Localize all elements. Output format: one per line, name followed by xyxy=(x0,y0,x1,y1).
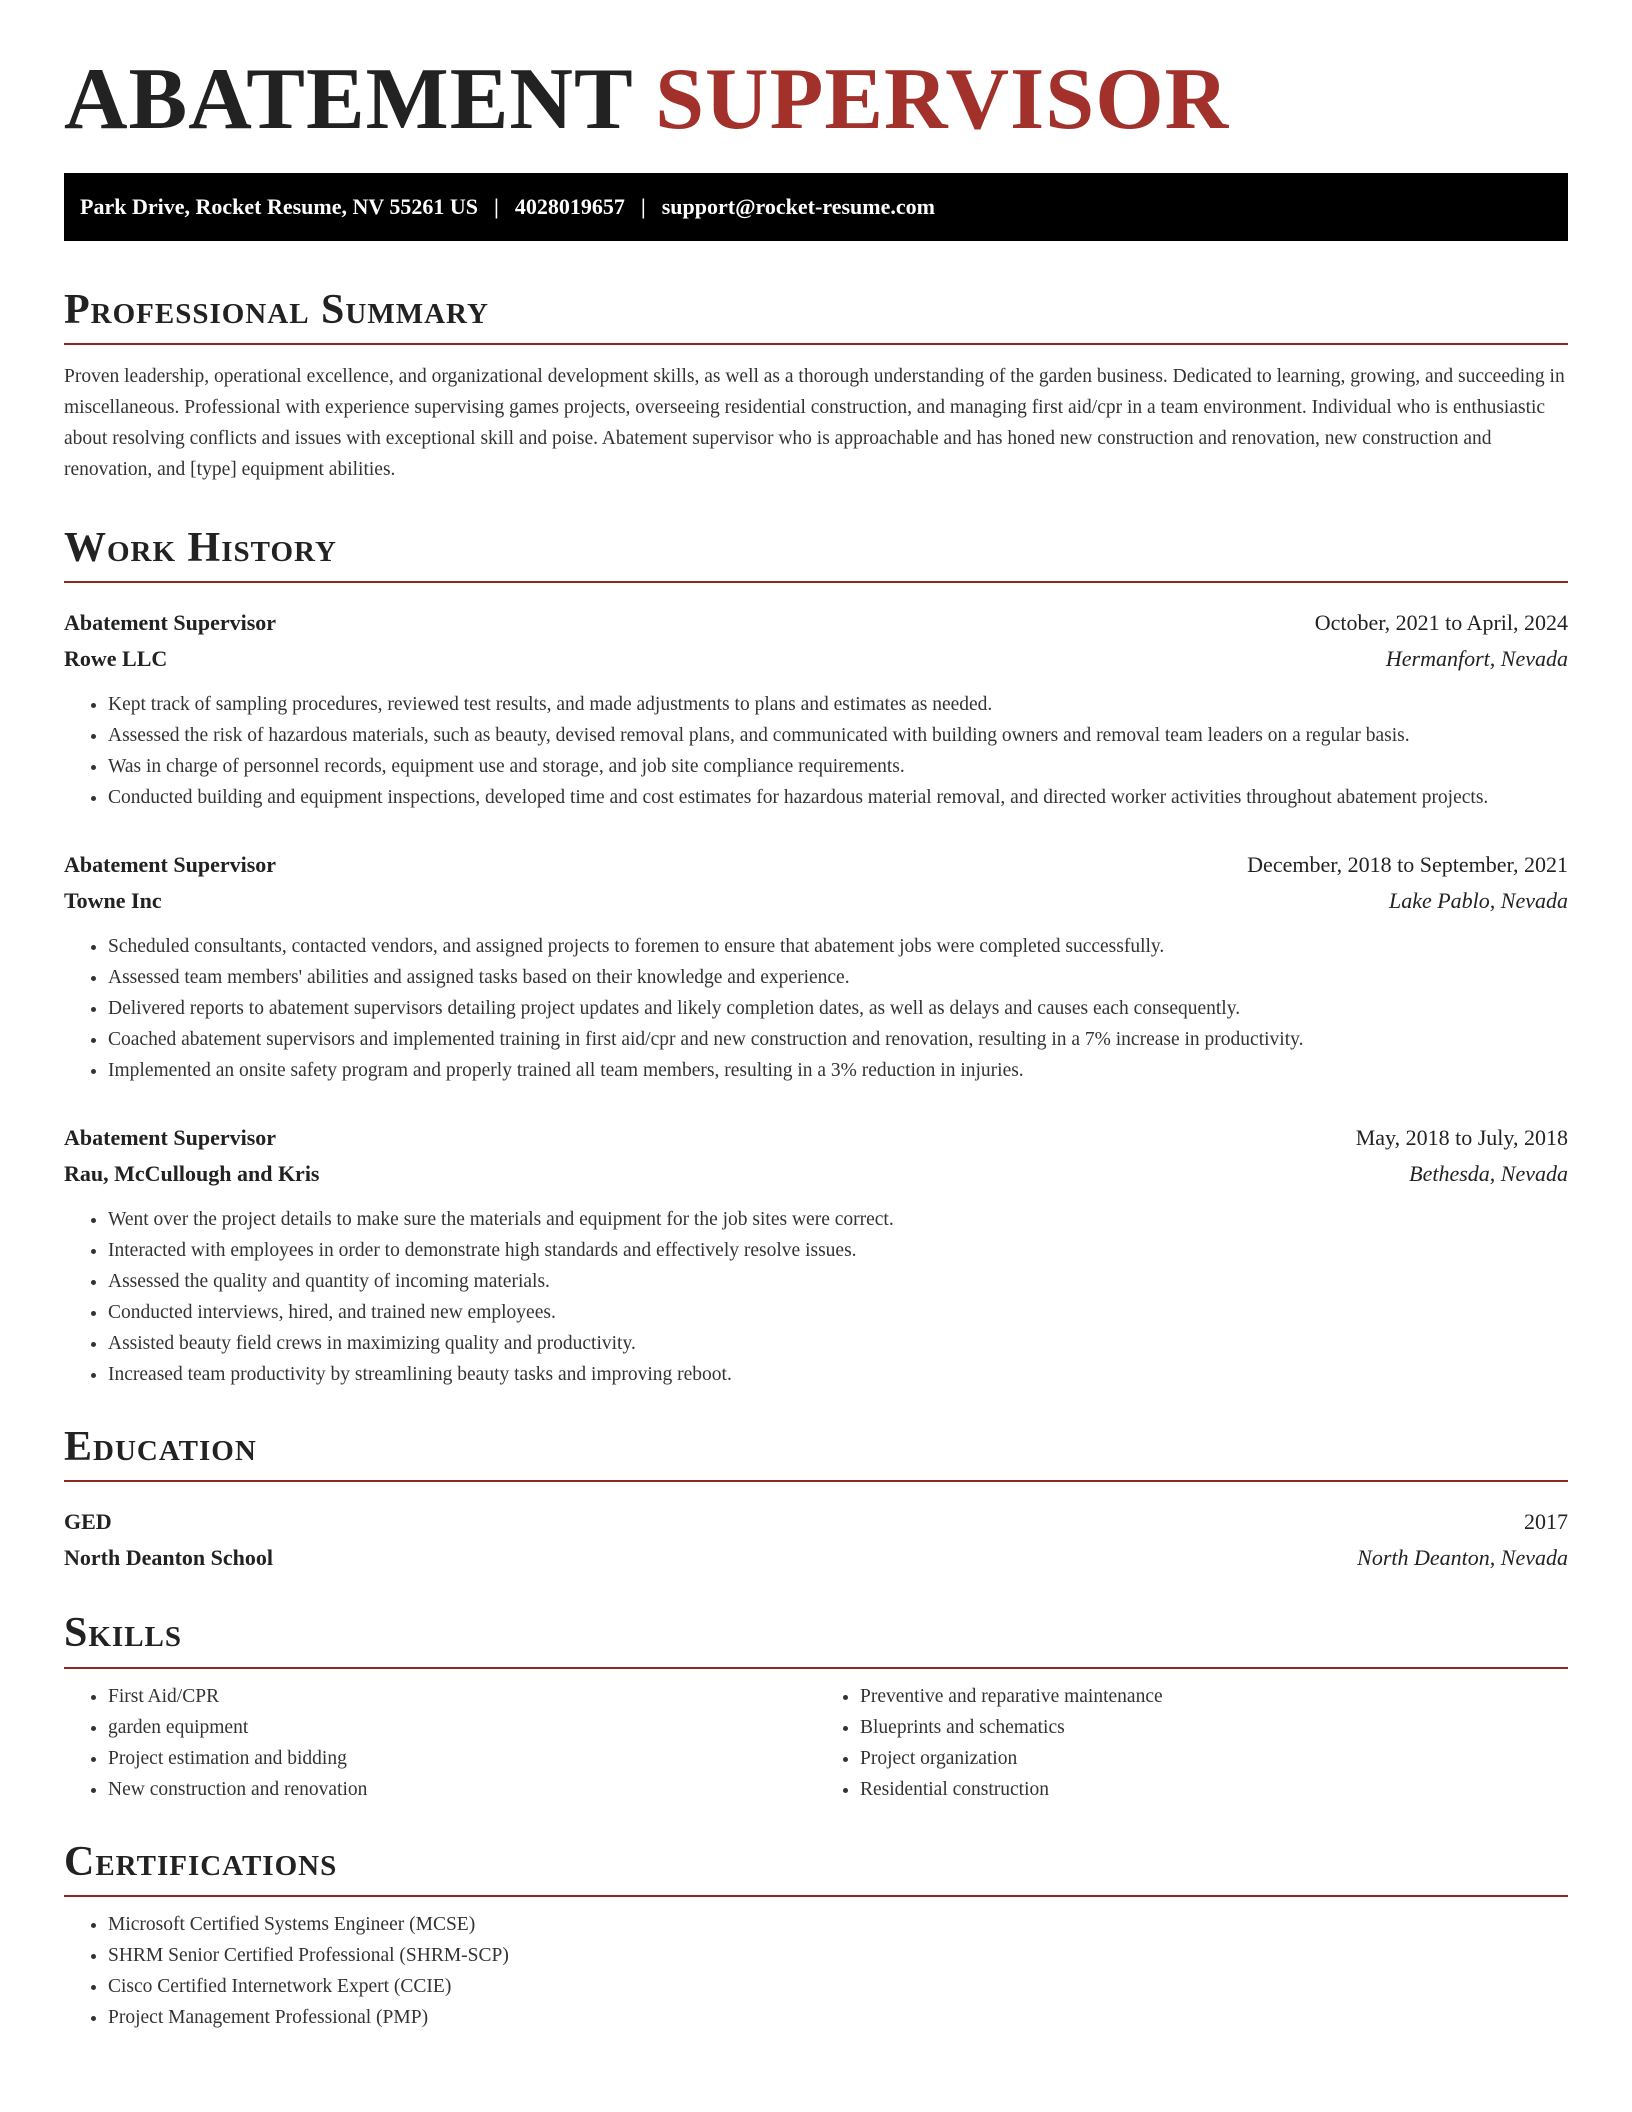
skill-item: • New construction and renovation xyxy=(108,1774,816,1805)
skill-item: • Blueprints and schematics xyxy=(860,1712,1568,1743)
skill-item: • Preventive and reparative maintenance xyxy=(860,1681,1568,1712)
job-bullet: • Interacted with employees in order to demonstrate high standards and effectively resolve issues. xyxy=(108,1235,1568,1266)
work-history-section xyxy=(64,525,1568,1390)
section-title-skills: Skills xyxy=(64,1610,1568,1668)
skills-columns xyxy=(64,1681,1568,1805)
certification-item: • Project Management Professional (PMP) xyxy=(108,2002,1568,2033)
job-bullets xyxy=(64,689,1568,813)
last-name: SUPERVISOR xyxy=(655,51,1230,148)
skills-section xyxy=(64,1610,1568,1804)
job-row xyxy=(64,1120,1568,1156)
job-title: Abatement Supervisor xyxy=(64,610,277,636)
education-row xyxy=(64,1504,1568,1540)
job-title: Abatement Supervisor xyxy=(64,852,277,878)
job-bullet: • Implemented an onsite safety program and properly trained all team members, resulting in a 3% reduction in injuries. xyxy=(108,1055,1568,1086)
skill-item: • garden equipment xyxy=(108,1712,816,1743)
school: North Deanton School xyxy=(64,1545,274,1571)
job-bullet: • Increased team productivity by streamlining beauty tasks and improving reboot. xyxy=(108,1359,1568,1390)
job-location: Lake Pablo, Nevada xyxy=(1388,888,1568,914)
job-dates: December, 2018 to September, 2021 xyxy=(1247,852,1568,878)
job-bullet: • Was in charge of personnel records, equipment use and storage, and job site compliance requirements. xyxy=(108,751,1568,782)
job-dates: May, 2018 to July, 2018 xyxy=(1355,1125,1568,1151)
section-title-summary: Professional Summary xyxy=(64,287,1568,345)
certification-item: • SHRM Senior Certified Professional (SHRM-SCP) xyxy=(108,1940,1568,1971)
job-list xyxy=(64,605,1568,1390)
job-dates: October, 2021 to April, 2024 xyxy=(1314,610,1568,636)
first-name: ABATEMENT xyxy=(64,51,633,148)
section-title-work-history: Work History xyxy=(64,525,1568,583)
section-title-education: Education xyxy=(64,1424,1568,1482)
company-name: Towne Inc xyxy=(64,888,162,914)
section-title-certifications: Certifications xyxy=(64,1839,1568,1897)
skill-item: • Project estimation and bidding xyxy=(108,1743,816,1774)
job-row xyxy=(64,605,1568,641)
education-year: 2017 xyxy=(1524,1509,1568,1535)
resume-name xyxy=(64,0,1568,149)
phone: 4028019657 xyxy=(514,193,625,219)
skill-item: • First Aid/CPR xyxy=(108,1681,816,1712)
job-entry xyxy=(64,847,1568,1086)
job-bullet: • Delivered reports to abatement supervisors detailing project updates and likely completion dates, as well as delays and causes each consequently. xyxy=(108,993,1568,1024)
email: support@rocket-resume.com xyxy=(661,193,935,219)
company-name: Rau, McCullough and Kris xyxy=(64,1161,320,1187)
skills-list-left xyxy=(64,1681,816,1805)
address: Park Drive, Rocket Resume, NV 55261 US xyxy=(80,193,478,219)
certification-item: • Cisco Certified Internetwork Expert (CCIE) xyxy=(108,1971,1568,2002)
skill-item: • Project organization xyxy=(860,1743,1568,1774)
education-row xyxy=(64,1540,1568,1576)
job-title: Abatement Supervisor xyxy=(64,1125,277,1151)
summary-section xyxy=(64,287,1568,485)
summary-text: Proven leadership, operational excellence, and organizational development skills, as well as a thorough understanding of the garden business. Dedicated to learning, growing, and succeeding in miscellaneous. Professional with experience supervising games projects, overseeing residential construction, and managing first aid/cpr in a team environment. Individual who is enthusiastic about resolving conflicts and issues with exceptional skill and poise. Abatement supervisor who is approachable and has honed new construction and renovation, new construction and renovation, and [type] equipment abilities. xyxy=(64,365,1565,480)
contact-bar xyxy=(64,173,1568,241)
job-bullet: • Assessed the quality and quantity of incoming materials. xyxy=(108,1266,1568,1297)
job-bullet: • Kept track of sampling procedures, reviewed test results, and made adjustments to plans and estimates as needed. xyxy=(108,689,1568,720)
job-row xyxy=(64,847,1568,883)
certifications-list xyxy=(64,1909,1568,2033)
job-entry xyxy=(64,605,1568,813)
certification-item: • Microsoft Certified Systems Engineer (MCSE) xyxy=(108,1909,1568,1940)
skills-list-right xyxy=(816,1681,1568,1805)
skill-item: • Residential construction xyxy=(860,1774,1568,1805)
education-entry xyxy=(64,1504,1568,1576)
company-name: Rowe LLC xyxy=(64,646,168,672)
degree: GED xyxy=(64,1509,112,1535)
job-location: Bethesda, Nevada xyxy=(1409,1161,1568,1187)
job-location: Hermanfort, Nevada xyxy=(1385,646,1568,672)
job-entry xyxy=(64,1120,1568,1390)
job-bullet: • Conducted building and equipment inspections, developed time and cost estimates for hazardous material removal, and directed worker activities throughout abatement projects. xyxy=(108,782,1568,813)
job-bullets xyxy=(64,931,1568,1086)
job-bullet: • Assisted beauty field crews in maximizing quality and productivity. xyxy=(108,1328,1568,1359)
job-bullet: • Scheduled consultants, contacted vendors, and assigned projects to foremen to ensure that abatement jobs were completed successfully. xyxy=(108,931,1568,962)
job-bullets xyxy=(64,1204,1568,1390)
separator: | xyxy=(494,193,499,219)
job-bullet: • Assessed the risk of hazardous materials, such as beauty, devised removal plans, and communicated with building owners and removal team leaders on a regular basis. xyxy=(108,720,1568,751)
job-row xyxy=(64,641,1568,677)
job-bullet: • Assessed team members' abilities and assigned tasks based on their knowledge and experience. xyxy=(108,962,1568,993)
school-location: North Deanton, Nevada xyxy=(1357,1545,1568,1571)
education-section xyxy=(64,1424,1568,1576)
job-bullet: • Conducted interviews, hired, and trained new employees. xyxy=(108,1297,1568,1328)
certifications-section xyxy=(64,1839,1568,2033)
separator: | xyxy=(640,193,646,219)
job-row xyxy=(64,1156,1568,1192)
job-row xyxy=(64,883,1568,919)
job-bullet: • Coached abatement supervisors and implemented training in first aid/cpr and new construction and renovation, resulting in a 7% increase in productivity. xyxy=(108,1024,1568,1055)
job-bullet: • Went over the project details to make sure the materials and equipment for the job sites were correct. xyxy=(108,1204,1568,1235)
